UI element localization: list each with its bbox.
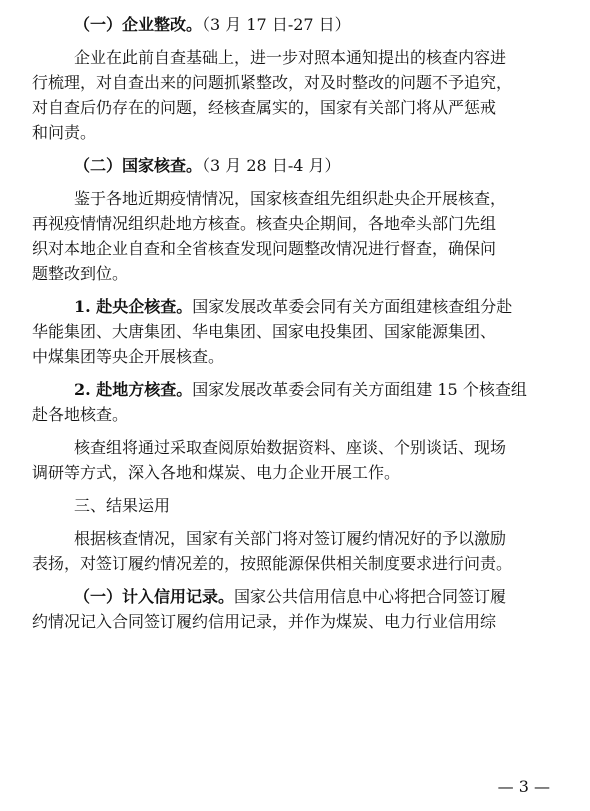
paragraph-text: 中煤集团等央企开展核查。	[32, 347, 225, 366]
paragraph	[32, 45, 558, 145]
paragraph	[32, 294, 558, 369]
paragraph-lead-title: 1. 赴央企核查。	[74, 297, 193, 316]
paragraph-text: 和问责。	[32, 123, 97, 142]
paragraph-lead-title: 2. 赴地方核查。	[74, 380, 193, 399]
section-title: 三、结果运用	[74, 496, 171, 515]
paragraph-line	[32, 186, 558, 211]
paragraph-text: 调研等方式，深入各地和煤炭、电力企业开展工作。	[32, 463, 401, 482]
subheading-date-range: （3 月 28 日-4 月）	[202, 156, 341, 175]
paragraph-text: 表扬，对签订履约情况差的，按照能源保供相关制度要求进行问责。	[32, 554, 513, 573]
paragraph	[32, 526, 558, 576]
paragraph-text: 约情况记入合同签订履约信用记录，并作为煤炭、电力行业信用综	[32, 612, 497, 631]
paragraph-text: 核查组将通过采取查阅原始数据资料、座谈、个别谈话、现场	[74, 438, 507, 457]
page-number: — 3 —	[497, 777, 550, 796]
paragraph-line	[32, 402, 558, 427]
paragraph-line	[32, 319, 558, 344]
paragraph-line	[32, 211, 558, 236]
paragraph-text: 国家发展改革委会同有关方面组建核查组分赴	[192, 297, 513, 316]
paragraph-line	[32, 551, 558, 576]
subheading-title: （一）企业整改。	[74, 15, 203, 34]
paragraph-text: 国家发展改革委会同有关方面组建 15 个核查组	[192, 380, 527, 399]
paragraph-text: 再视疫情情况组织赴地方核查。核查央企期间，各地牵头部门先组	[32, 214, 497, 233]
paragraph-lead-title: （一）计入信用记录。	[74, 587, 235, 606]
subheading-block	[32, 153, 558, 178]
subheading-line	[32, 153, 558, 178]
subheading-title: （二）国家核查。	[74, 156, 203, 175]
paragraph-line	[32, 609, 558, 634]
paragraph-line	[32, 460, 558, 485]
paragraph-line	[32, 236, 558, 261]
document-body	[32, 12, 558, 634]
subheading-line	[32, 12, 558, 37]
paragraph-text: 华能集团、大唐集团、华电集团、国家电投集团、国家能源集团、	[32, 322, 497, 341]
paragraph	[32, 377, 558, 427]
paragraph	[32, 435, 558, 485]
paragraph	[32, 186, 558, 286]
paragraph-line	[32, 344, 558, 369]
paragraph-line	[32, 45, 558, 70]
paragraph-line	[32, 70, 558, 95]
paragraph-text: 对自查后仍存在的问题，经核查属实的，国家有关部门将从严惩戒	[32, 98, 497, 117]
paragraph-line	[32, 261, 558, 286]
paragraph-text: 题整改到位。	[32, 264, 129, 283]
paragraph-line	[32, 377, 558, 402]
paragraph-line	[32, 120, 558, 145]
paragraph	[32, 584, 558, 634]
paragraph-text: 企业在此前自查基础上，进一步对照本通知提出的核查内容进	[74, 48, 507, 67]
paragraph-text: 织对本地企业自查和全省核查发现问题整改情况进行督查，确保问	[32, 239, 497, 258]
paragraph-line	[32, 584, 558, 609]
paragraph-text: 国家公共信用信息中心将把合同签订履	[234, 587, 507, 606]
paragraph-line	[32, 294, 558, 319]
paragraph-line	[32, 95, 558, 120]
subheading-block	[32, 12, 558, 37]
paragraph-text: 赴各地核查。	[32, 405, 129, 424]
paragraph-text: 鉴于各地近期疫情情况，国家核查组先组织赴央企开展核查，	[74, 189, 507, 208]
paragraph-text: 行梳理，对自查出来的问题抓紧整改，对及时整改的问题不予追究，	[32, 73, 513, 92]
paragraph-line	[32, 526, 558, 551]
paragraph-text: 根据核查情况，国家有关部门将对签订履约情况好的予以激励	[74, 529, 507, 548]
subheading-date-range: （3 月 17 日-27 日）	[202, 15, 351, 34]
paragraph-line	[32, 435, 558, 460]
section-heading	[32, 493, 558, 518]
